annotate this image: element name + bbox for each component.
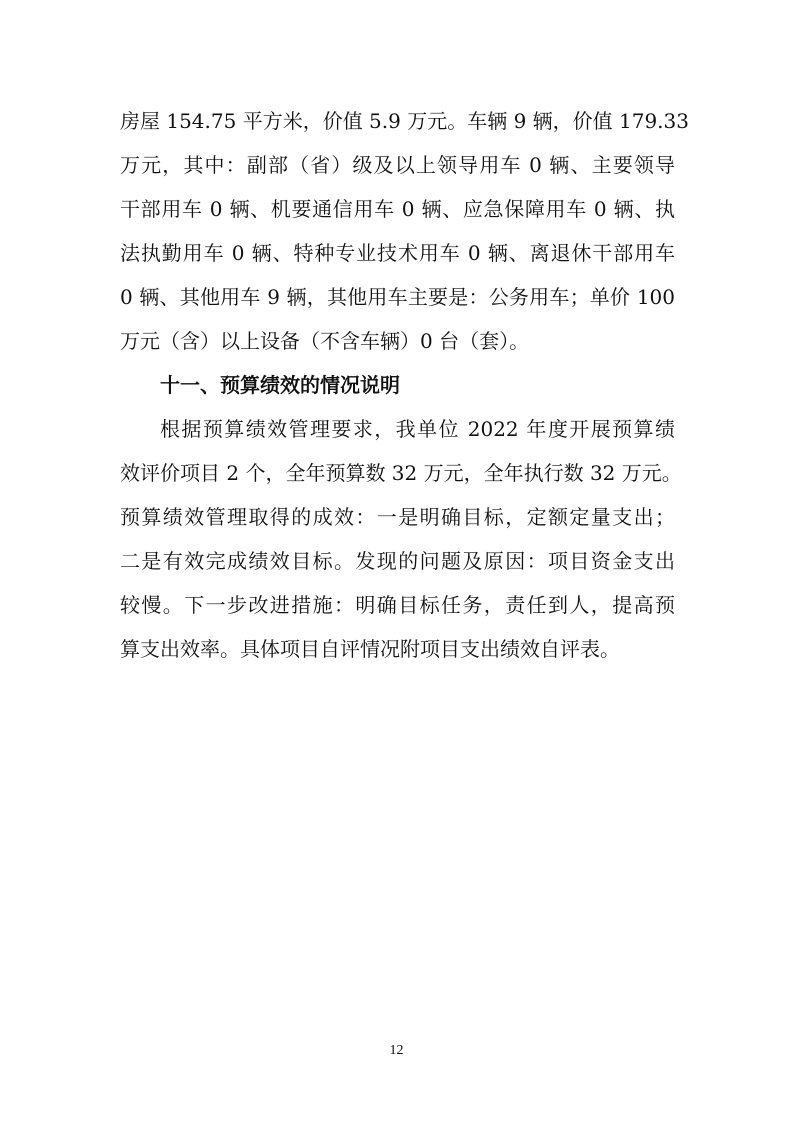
paragraph-1-line-6: 万元（含）以上设备（不含车辆）0 台（套）。	[120, 329, 530, 353]
page-number: 12	[389, 1043, 404, 1058]
paragraph-1-line-1: 房屋 154.75 平方米，价值 5.9 万元。车辆 9 辆，价值 179.33	[120, 109, 689, 133]
section-heading: 十一、预算绩效的情况说明	[160, 373, 400, 397]
paragraph-2-line-2: 效评价项目 2 个，全年预算数 32 万元，全年执行数 32 万元。	[120, 461, 682, 485]
paragraph-2-line-4: 二是有效完成绩效目标。发现的问题及原因：项目资金支出	[120, 549, 675, 573]
paragraph-1-line-4: 法执勤用车 0 辆、特种专业技术用车 0 辆、离退休干部用车	[120, 241, 675, 265]
paragraph-2-line-5: 较慢。下一步改进措施：明确目标任务，责任到人，提高预	[120, 593, 675, 617]
paragraph-2-line-1: 根据预算绩效管理要求，我单位 2022 年度开展预算绩	[160, 417, 675, 441]
paragraph-2-line-3: 预算绩效管理取得的成效：一是明确目标，定额定量支出；	[120, 505, 675, 529]
paragraph-1-line-2: 万元，其中：副部（省）级及以上领导用车 0 辆、主要领导	[120, 153, 675, 177]
paragraph-1-line-5: 0 辆、其他用车 9 辆，其他用车主要是：公务用车；单价 100	[120, 285, 675, 309]
paragraph-2-line-6: 算支出效率。具体项目自评情况附项目支出绩效自评表。	[120, 637, 620, 661]
paragraph-1-line-3: 干部用车 0 辆、机要通信用车 0 辆、应急保障用车 0 辆、执	[120, 197, 675, 221]
